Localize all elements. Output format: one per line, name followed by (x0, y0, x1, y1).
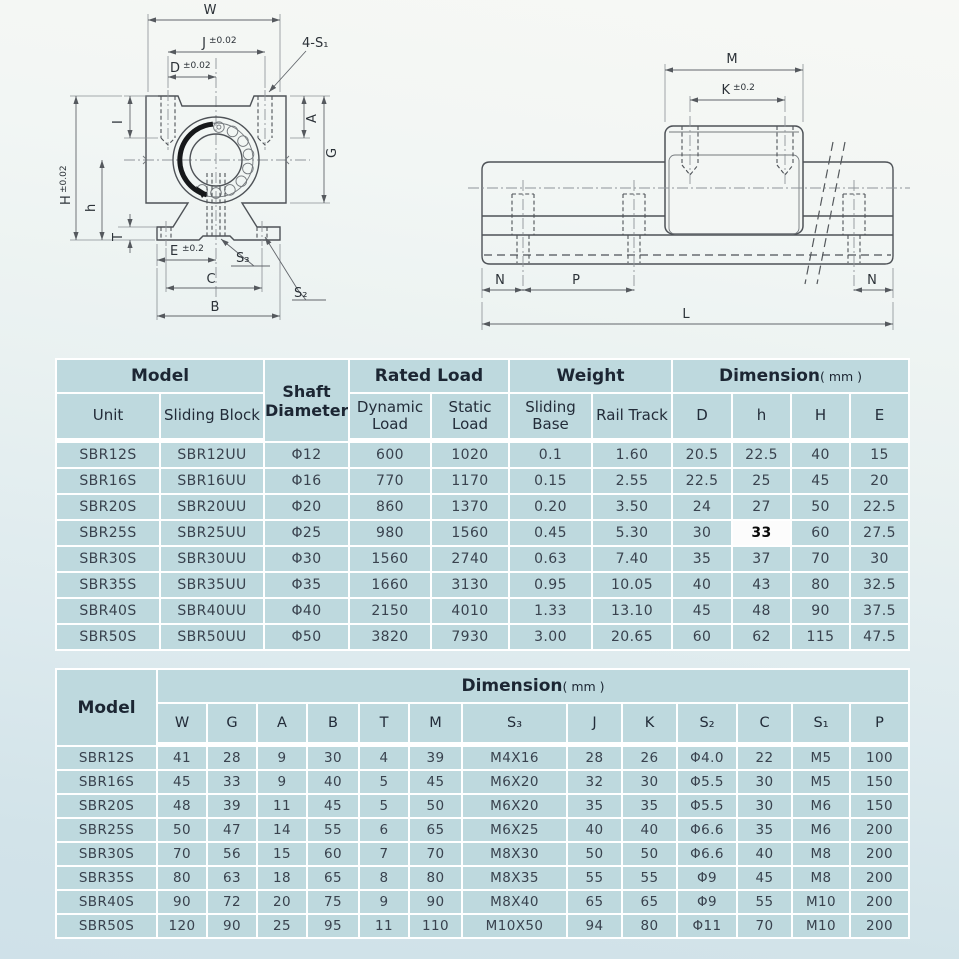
table-row (57, 891, 908, 913)
group-header-dimension (158, 670, 908, 702)
cell-unit: SBR50S (57, 625, 159, 649)
cell-D: 60 (673, 625, 731, 649)
cell-model: SBR16S (57, 771, 156, 793)
cell-B: 75 (308, 891, 358, 913)
cell-S3: M10X50 (463, 915, 566, 937)
cell-sliding-block: SBR50UU (161, 625, 263, 649)
cell-W: 90 (158, 891, 206, 913)
cell-H: 40 (792, 443, 849, 467)
dim-label-c: C (206, 272, 216, 287)
cell-D: 35 (673, 547, 731, 571)
cell-h: 62 (733, 625, 790, 649)
dim-label-d: D (169, 61, 180, 76)
cell-B: 95 (308, 915, 358, 937)
cell-K: 30 (623, 771, 676, 793)
column-header-rail-track: Rail Track (593, 394, 671, 441)
dim-label-d-tol: ±0.02 (183, 61, 211, 71)
cell-static-load: 1170 (432, 469, 508, 493)
dim-label-h: h (84, 203, 99, 212)
load-spec-table (55, 358, 910, 651)
column-header-D: D (673, 394, 731, 441)
cell-W: 80 (158, 867, 206, 889)
cell-h: 25 (733, 469, 790, 493)
dimension-unit: ( mm ) (819, 369, 863, 384)
cell-C: 30 (738, 795, 791, 817)
cell-dynamic-load: 770 (350, 469, 430, 493)
column-header-dynamic-load: Dynamic Load (350, 394, 430, 441)
cell-K: 80 (623, 915, 676, 937)
cell-h: 48 (733, 599, 790, 623)
cell-S3: M6X20 (463, 771, 566, 793)
dimension-L (482, 302, 893, 330)
cell-h: 37 (733, 547, 790, 571)
table-row (57, 495, 908, 519)
cell-sliding-base-weight: 0.95 (510, 573, 591, 597)
cell-T: 5 (360, 795, 408, 817)
cell-T: 7 (360, 843, 408, 865)
column-header: S₂ (678, 704, 736, 745)
cell-J: 94 (568, 915, 621, 937)
column-header-h: h (733, 394, 790, 441)
cell-W: 70 (158, 843, 206, 865)
cell-K: 50 (623, 843, 676, 865)
cell-sliding-block: SBR16UU (161, 469, 263, 493)
cell-static-load: 4010 (432, 599, 508, 623)
dim-label-g: G (325, 147, 340, 158)
cell-sliding-block: SBR40UU (161, 599, 263, 623)
callout-label-s2: S₂ (294, 286, 308, 301)
cell-G: 33 (208, 771, 256, 793)
column-header: A (258, 704, 306, 745)
cell-S2: Φ9 (678, 867, 736, 889)
dim-label-t: T (111, 233, 126, 241)
cell-T: 11 (360, 915, 408, 937)
centerlines (124, 58, 310, 302)
cell-C: 22 (738, 747, 791, 769)
cell-rail-track-weight: 10.05 (593, 573, 671, 597)
cell-shaft-diameter: Φ20 (265, 495, 348, 519)
cell-S2: Φ5.5 (678, 771, 736, 793)
cell-J: 50 (568, 843, 621, 865)
cell-M: 80 (410, 867, 461, 889)
cell-T: 5 (360, 771, 408, 793)
slide-block (665, 116, 803, 234)
column-header-unit: Unit (57, 394, 159, 441)
dim-label-k-tol: ±0.2 (733, 83, 755, 93)
table-row (57, 771, 908, 793)
cell-sliding-base-weight: 1.33 (510, 599, 591, 623)
cell-S3: M6X20 (463, 795, 566, 817)
cell-S3: M6X25 (463, 819, 566, 841)
table-row (57, 819, 908, 841)
cell-D: 30 (673, 521, 731, 545)
group-header-weight: Weight (510, 360, 671, 392)
cell-H: 115 (792, 625, 849, 649)
cell-P: 200 (851, 819, 908, 841)
cell-B: 40 (308, 771, 358, 793)
column-header-static-load: Static Load (432, 394, 508, 441)
cell-S1: M10 (793, 891, 849, 913)
table-row (57, 625, 908, 649)
dimension-title: Dimension (718, 366, 820, 386)
callout-S2 (265, 237, 326, 301)
dim-label-e-tol: ±0.2 (182, 244, 204, 254)
cell-E: 47.5 (851, 625, 908, 649)
cell-sliding-block: SBR30UU (161, 547, 263, 571)
dim-label-H: H (59, 195, 74, 205)
cell-dynamic-load: 600 (350, 443, 430, 467)
cell-S3: M4X16 (463, 747, 566, 769)
column-header: M (410, 704, 461, 745)
dimension-N-right (854, 268, 893, 298)
column-header-shaft-diameter: Shaft Diameter (265, 360, 348, 441)
cell-T: 8 (360, 867, 408, 889)
cell-K: 26 (623, 747, 676, 769)
cell-E: 27.5 (851, 521, 908, 545)
cell-B: 30 (308, 747, 358, 769)
callout-S3 (221, 239, 270, 266)
cell-H: 45 (792, 469, 849, 493)
cell-model: SBR50S (57, 915, 156, 937)
table-row (57, 795, 908, 817)
cell-J: 40 (568, 819, 621, 841)
cell-S2: Φ4.0 (678, 747, 736, 769)
dimension-spec-table (55, 668, 910, 939)
cell-W: 120 (158, 915, 206, 937)
cell-B: 55 (308, 819, 358, 841)
column-header: T (360, 704, 408, 745)
cell-K: 35 (623, 795, 676, 817)
dim-label-j-tol: ±0.02 (209, 36, 237, 46)
cell-unit: SBR25S (57, 521, 159, 545)
cell-T: 9 (360, 891, 408, 913)
cell-model: SBR12S (57, 747, 156, 769)
cell-E: 37.5 (851, 599, 908, 623)
dimension-N-left (482, 268, 523, 298)
column-header: C (738, 704, 791, 745)
cell-unit: SBR30S (57, 547, 159, 571)
flange-holes (161, 221, 267, 246)
cell-P: 150 (851, 795, 908, 817)
cell-static-load: 1370 (432, 495, 508, 519)
cell-sliding-base-weight: 0.63 (510, 547, 591, 571)
cell-A: 18 (258, 867, 306, 889)
cell-M: 110 (410, 915, 461, 937)
cell-J: 65 (568, 891, 621, 913)
cell-static-load: 7930 (432, 625, 508, 649)
dimension-T (111, 214, 157, 253)
cell-H: 60 (792, 521, 849, 545)
cell-model: SBR40S (57, 891, 156, 913)
cell-S1: M8 (793, 843, 849, 865)
cell-J: 55 (568, 867, 621, 889)
cell-rail-track-weight: 13.10 (593, 599, 671, 623)
cell-E: 15 (851, 443, 908, 467)
dim-label-p: P (572, 273, 580, 288)
callout-4-S1 (269, 36, 328, 92)
dim-label-b: B (210, 300, 220, 315)
cell-C: 70 (738, 915, 791, 937)
cell-D: 40 (673, 573, 731, 597)
cell-P: 150 (851, 771, 908, 793)
table-row (57, 843, 908, 865)
cell-rail-track-weight: 2.55 (593, 469, 671, 493)
column-header: K (623, 704, 676, 745)
dim-label-n-right: N (867, 273, 877, 288)
cell-K: 65 (623, 891, 676, 913)
cell-M: 45 (410, 771, 461, 793)
cell-A: 11 (258, 795, 306, 817)
cell-A: 25 (258, 915, 306, 937)
cell-sliding-block: SBR12UU (161, 443, 263, 467)
cell-A: 14 (258, 819, 306, 841)
cell-S2: Φ11 (678, 915, 736, 937)
column-header: P (851, 704, 908, 745)
cell-model: SBR20S (57, 795, 156, 817)
cell-sliding-base-weight: 0.20 (510, 495, 591, 519)
dim-label-i: I (111, 120, 126, 124)
group-header-dimension (673, 360, 908, 392)
cell-A: 9 (258, 747, 306, 769)
cell-M: 90 (410, 891, 461, 913)
cell-D: 20.5 (673, 443, 731, 467)
cell-S3: M8X40 (463, 891, 566, 913)
cell-M: 50 (410, 795, 461, 817)
cell-h: 22.5 (733, 443, 790, 467)
cell-dynamic-load: 3820 (350, 625, 430, 649)
cell-sliding-base-weight: 0.45 (510, 521, 591, 545)
cell-P: 200 (851, 843, 908, 865)
cell-H: 70 (792, 547, 849, 571)
cell-W: 45 (158, 771, 206, 793)
cell-G: 39 (208, 795, 256, 817)
cell-T: 6 (360, 819, 408, 841)
cell-S1: M5 (793, 771, 849, 793)
dimension-D (168, 61, 216, 77)
cell-model: SBR30S (57, 843, 156, 865)
cell-B: 45 (308, 795, 358, 817)
dim-label-l: L (682, 307, 690, 322)
cell-S2: Φ5.5 (678, 795, 736, 817)
cell-C: 35 (738, 819, 791, 841)
column-header: J (568, 704, 621, 745)
column-header: W (158, 704, 206, 745)
dimension-unit: ( mm ) (562, 679, 605, 694)
column-header-sliding-block: Sliding Block (161, 394, 263, 441)
cell-S3: M8X30 (463, 843, 566, 865)
dim-label-m: M (726, 52, 738, 67)
cell-dynamic-load: 860 (350, 495, 430, 519)
cell-shaft-diameter: Φ25 (265, 521, 348, 545)
cell-D: 45 (673, 599, 731, 623)
cell-rail-track-weight: 1.60 (593, 443, 671, 467)
cell-sliding-block: SBR25UU (161, 521, 263, 545)
column-header-E: E (851, 394, 908, 441)
cell-G: 72 (208, 891, 256, 913)
dim-label-e: E (170, 244, 179, 259)
cell-dynamic-load: 980 (350, 521, 430, 545)
cell-h: 33 (733, 521, 790, 545)
cell-h: 27 (733, 495, 790, 519)
cell-unit: SBR35S (57, 573, 159, 597)
dim-label-n-left: N (495, 273, 505, 288)
cell-static-load: 3130 (432, 573, 508, 597)
cell-M: 65 (410, 819, 461, 841)
cell-sliding-base-weight: 3.00 (510, 625, 591, 649)
cell-shaft-diameter: Φ50 (265, 625, 348, 649)
cell-unit: SBR16S (57, 469, 159, 493)
dimension-K (690, 83, 785, 112)
cell-shaft-diameter: Φ30 (265, 547, 348, 571)
dimension-title: Dimension (461, 676, 563, 696)
cell-shaft-diameter: Φ12 (265, 443, 348, 467)
side-view-diagram (448, 38, 940, 334)
cell-W: 50 (158, 819, 206, 841)
cell-P: 200 (851, 891, 908, 913)
cell-model: SBR25S (57, 819, 156, 841)
cell-unit: SBR40S (57, 599, 159, 623)
cell-E: 30 (851, 547, 908, 571)
dimension-G (290, 96, 340, 203)
cell-S2: Φ6.6 (678, 843, 736, 865)
cell-static-load: 1560 (432, 521, 508, 545)
cell-K: 40 (623, 819, 676, 841)
cell-rail-track-weight: 5.30 (593, 521, 671, 545)
cell-H: 80 (792, 573, 849, 597)
dim-label-a: A (305, 114, 320, 123)
cell-dynamic-load: 2150 (350, 599, 430, 623)
cell-dynamic-load: 1560 (350, 547, 430, 571)
column-header: S₃ (463, 704, 566, 745)
cell-D: 22.5 (673, 469, 731, 493)
cell-S1: M6 (793, 819, 849, 841)
cell-C: 30 (738, 771, 791, 793)
cell-B: 60 (308, 843, 358, 865)
cell-A: 9 (258, 771, 306, 793)
cell-C: 40 (738, 843, 791, 865)
cell-S1: M6 (793, 795, 849, 817)
cell-K: 55 (623, 867, 676, 889)
cell-static-load: 1020 (432, 443, 508, 467)
cell-M: 70 (410, 843, 461, 865)
table-row (57, 599, 908, 623)
table-row (57, 915, 908, 937)
cell-M: 39 (410, 747, 461, 769)
cell-J: 32 (568, 771, 621, 793)
cell-A: 15 (258, 843, 306, 865)
column-header: S₁ (793, 704, 849, 745)
cell-model: SBR35S (57, 867, 156, 889)
cell-S3: M8X35 (463, 867, 566, 889)
cell-rail-track-weight: 7.40 (593, 547, 671, 571)
cell-sliding-block: SBR20UU (161, 495, 263, 519)
dimension-A (290, 96, 320, 138)
cell-T: 4 (360, 747, 408, 769)
cell-S1: M10 (793, 915, 849, 937)
table-row (57, 747, 908, 769)
cell-P: 100 (851, 747, 908, 769)
cell-shaft-diameter: Φ35 (265, 573, 348, 597)
cell-shaft-diameter: Φ16 (265, 469, 348, 493)
table-row (57, 521, 908, 545)
cell-E: 22.5 (851, 495, 908, 519)
cell-static-load: 2740 (432, 547, 508, 571)
cell-S1: M5 (793, 747, 849, 769)
column-header-H: H (792, 394, 849, 441)
cell-S2: Φ6.6 (678, 819, 736, 841)
cell-P: 200 (851, 915, 908, 937)
table-row (57, 547, 908, 571)
cell-H: 50 (792, 495, 849, 519)
cell-shaft-diameter: Φ40 (265, 599, 348, 623)
dimension-P (523, 273, 634, 290)
dim-label-H-tol: ±0.02 (59, 165, 69, 193)
cell-G: 28 (208, 747, 256, 769)
cell-E: 20 (851, 469, 908, 493)
group-header-model: Model (57, 360, 263, 392)
table-row (57, 867, 908, 889)
cell-sliding-base-weight: 0.15 (510, 469, 591, 493)
cell-W: 41 (158, 747, 206, 769)
dimension-I (111, 96, 158, 138)
dim-label-k: K (721, 83, 730, 98)
cell-J: 35 (568, 795, 621, 817)
dim-label-j: J (202, 36, 206, 51)
cell-B: 65 (308, 867, 358, 889)
cell-sliding-base-weight: 0.1 (510, 443, 591, 467)
cell-P: 200 (851, 867, 908, 889)
cell-unit: SBR20S (57, 495, 159, 519)
cell-H: 90 (792, 599, 849, 623)
cell-A: 20 (258, 891, 306, 913)
table-row (57, 469, 908, 493)
cell-G: 47 (208, 819, 256, 841)
cell-G: 63 (208, 867, 256, 889)
front-view-diagram (58, 0, 398, 348)
cell-S2: Φ9 (678, 891, 736, 913)
table-row (57, 573, 908, 597)
cell-rail-track-weight: 20.65 (593, 625, 671, 649)
cell-C: 55 (738, 891, 791, 913)
table-row (57, 443, 908, 467)
cell-dynamic-load: 1660 (350, 573, 430, 597)
callout-label-s3: S₃ (236, 251, 250, 266)
cell-unit: SBR12S (57, 443, 159, 467)
cell-rail-track-weight: 3.50 (593, 495, 671, 519)
callout-label-s1: 4-S₁ (302, 36, 329, 51)
cell-J: 28 (568, 747, 621, 769)
cell-E: 32.5 (851, 573, 908, 597)
cell-S1: M8 (793, 867, 849, 889)
dimension-H (59, 96, 155, 240)
column-header: B (308, 704, 358, 745)
cell-G: 90 (208, 915, 256, 937)
cell-D: 24 (673, 495, 731, 519)
cell-W: 48 (158, 795, 206, 817)
cell-C: 45 (738, 867, 791, 889)
column-header: G (208, 704, 256, 745)
cell-G: 56 (208, 843, 256, 865)
break-lines (805, 142, 845, 284)
column-header-sliding-base: Sliding Base (510, 394, 591, 441)
dimension-h (84, 160, 102, 240)
column-header-model: Model (57, 670, 156, 745)
group-header-rated-load: Rated Load (350, 360, 508, 392)
cell-sliding-block: SBR35UU (161, 573, 263, 597)
cell-h: 43 (733, 573, 790, 597)
dim-label-w: W (203, 3, 217, 18)
